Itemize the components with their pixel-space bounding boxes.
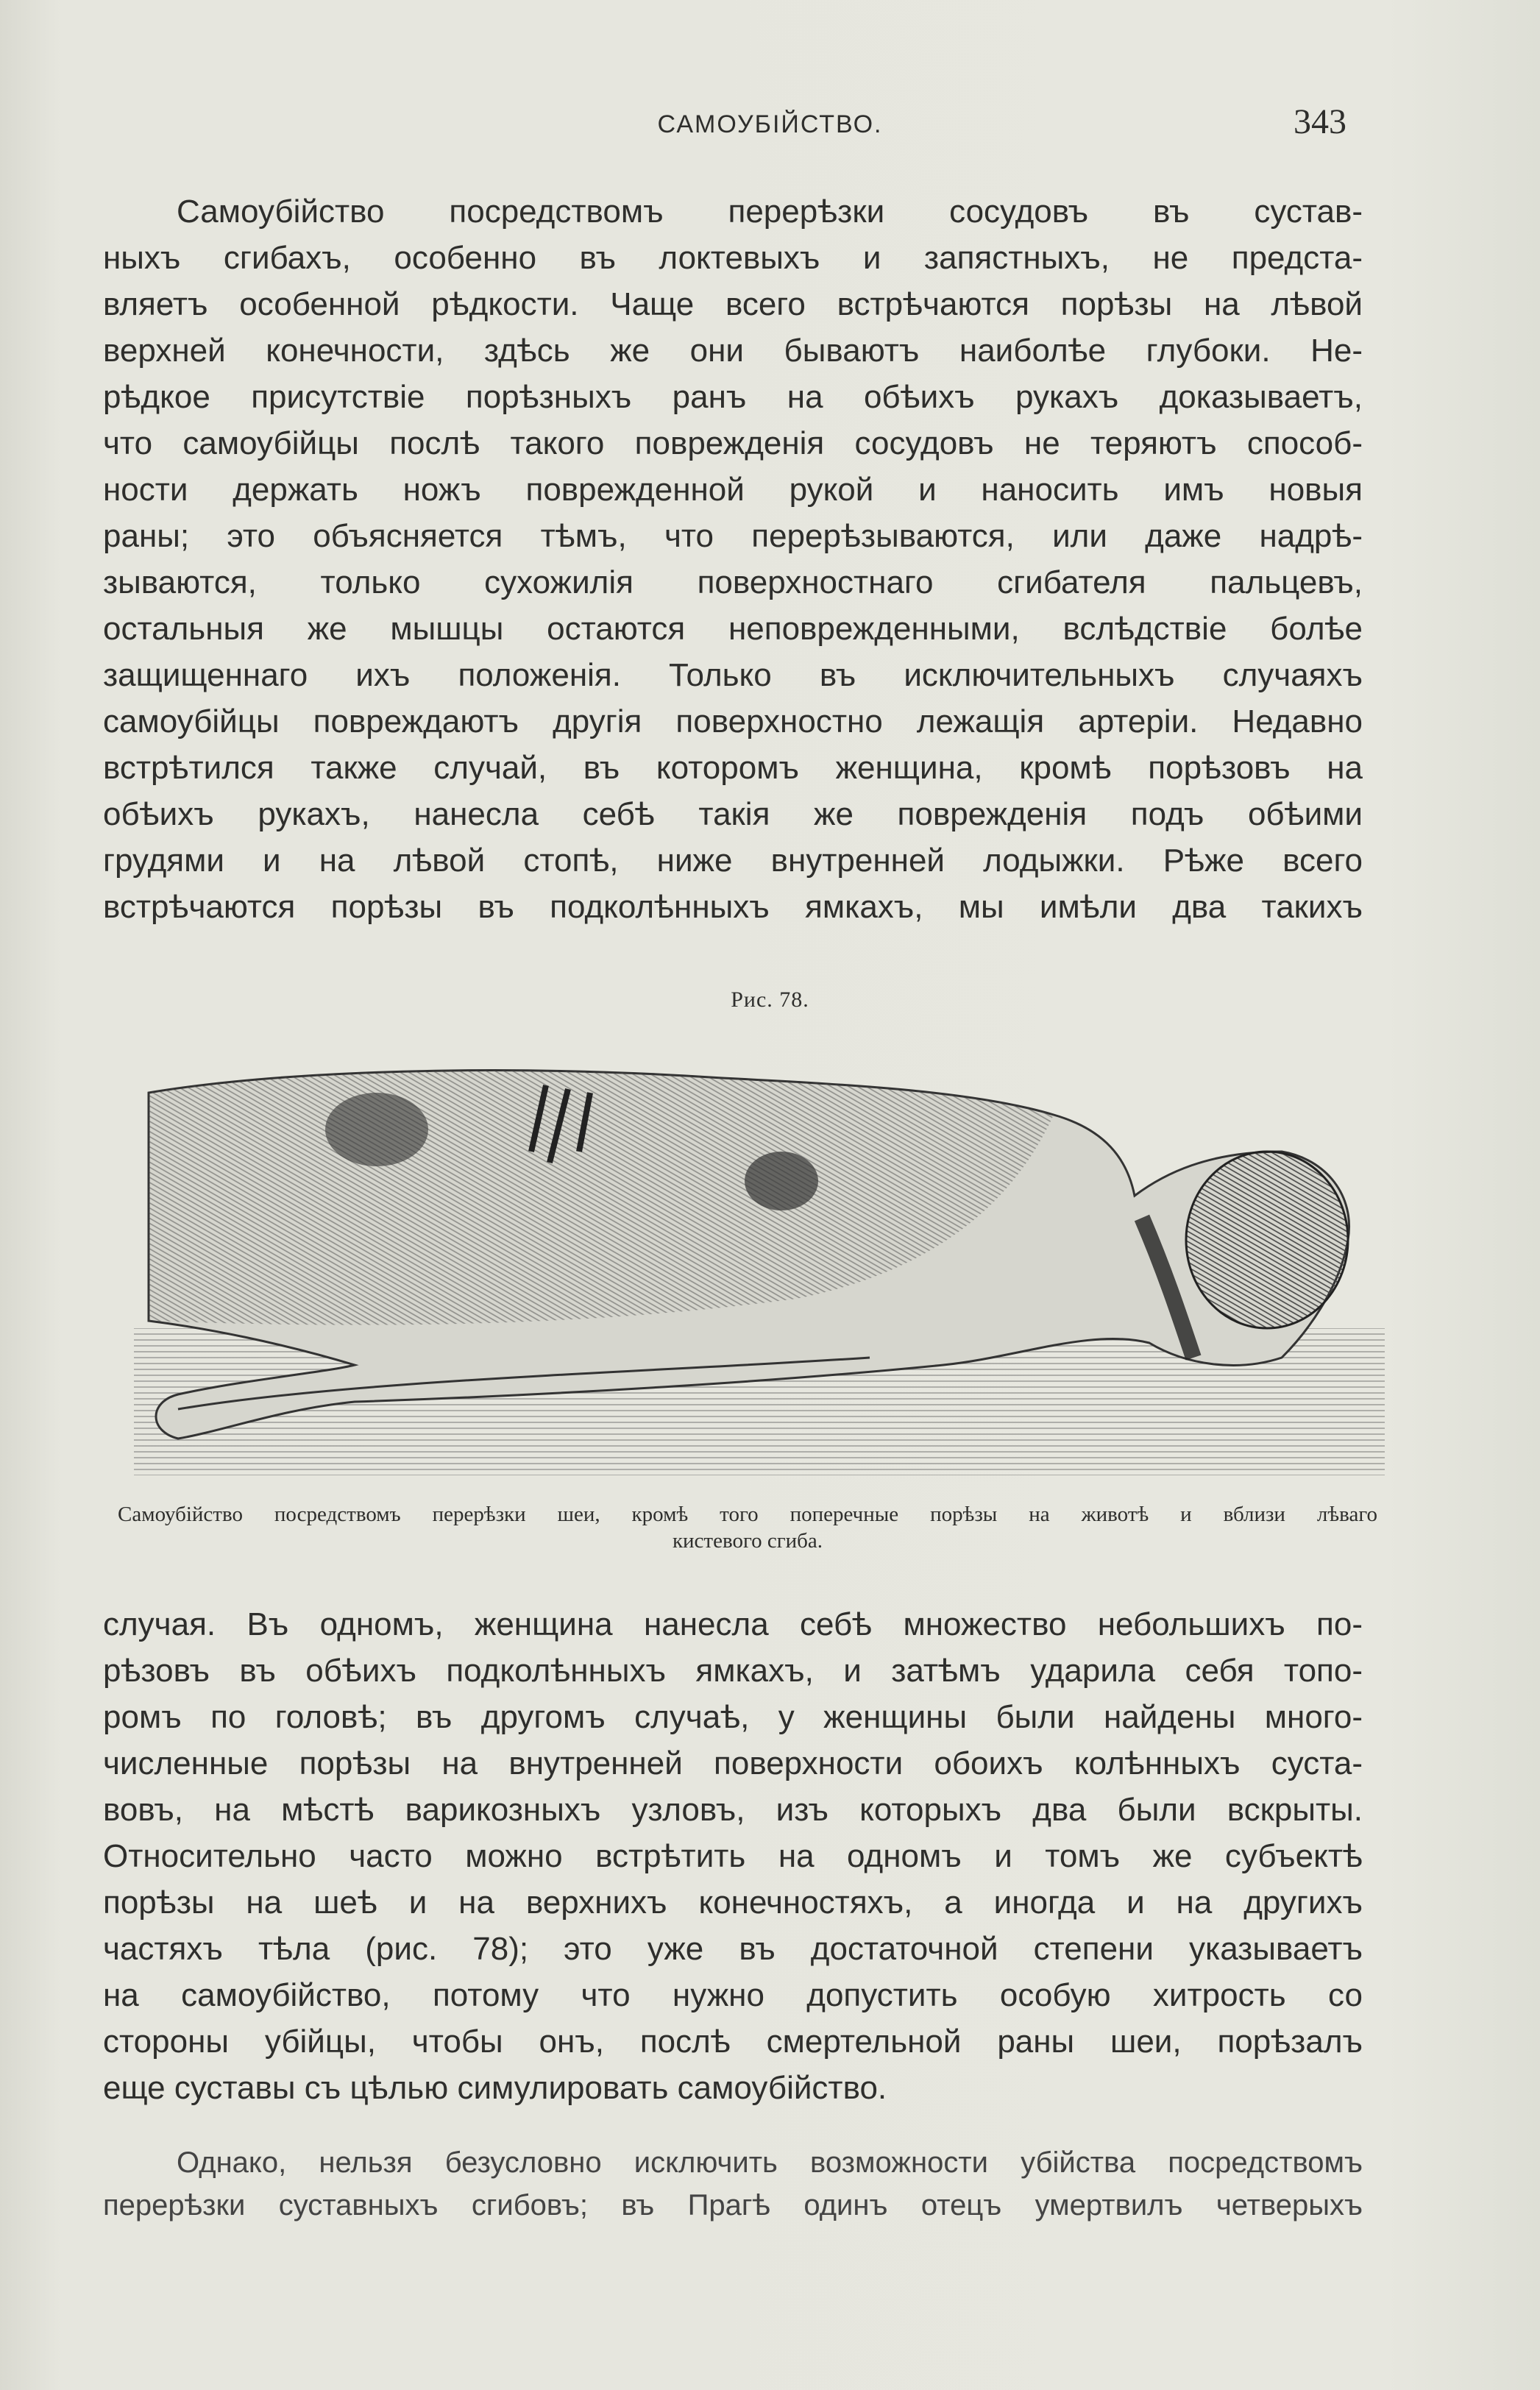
text-line: ромъ по головѣ; въ другомъ случаѣ, у женщины были найдены много-	[103, 1699, 1363, 1735]
text-line: рѣдкое присутствіе порѣзныхъ ранъ на обѣихъ рукахъ доказываетъ,	[103, 379, 1363, 415]
caption-line-1: Самоубійство посредствомъ перерѣзки шеи, кромѣ того поперечные порѣзы на животѣ и вблизи лѣваго	[118, 1503, 1377, 1526]
pubic-hair	[325, 1093, 428, 1166]
text-line: вовъ, на мѣстѣ варикозныхъ узловъ, изъ которыхъ два были вскрыты.	[103, 1792, 1363, 1828]
text-line: что самоубійцы послѣ такого поврежденія сосудовъ не теряютъ способ-	[103, 425, 1363, 461]
text-line: рѣзовъ въ обѣихъ подколѣнныхъ ямкахъ, и затѣмъ ударила себя топо-	[103, 1653, 1363, 1689]
paragraph-3	[103, 2141, 1363, 2227]
text-line: зываются, только сухожилія поверхностнаго сгибателя пальцевъ,	[103, 564, 1363, 600]
text-line: встрѣтился также случай, въ которомъ женщина, кромѣ порѣзовъ на	[103, 750, 1363, 786]
text-line: Однако, нельзя безусловно исключить возможности убійства посредствомъ	[177, 2146, 1363, 2179]
head	[1186, 1152, 1348, 1328]
caption-line-2: кистевого сгиба.	[672, 1529, 823, 1553]
text-line: Самоубійство посредствомъ перерѣзки сосудовъ въ сустав-	[177, 194, 1363, 230]
text-line: еще суставы съ цѣлью симулировать самоубійство.	[103, 2070, 887, 2106]
text-line: Относительно часто можно встрѣтить на одномъ и томъ же субъектѣ	[103, 1838, 1363, 1874]
text-line: верхней конечности, здѣсь же они бываютъ наиболѣе глубоки. Не-	[103, 333, 1363, 369]
text-line: защищеннаго ихъ положенія. Только въ исключительныхъ случаяхъ	[103, 657, 1363, 693]
text-line: частяхъ тѣла (рис. 78); это уже въ достаточной степени указываетъ	[103, 1931, 1363, 1967]
text-line: вляетъ особенной рѣдкости. Чаще всего встрѣчаются порѣзы на лѣвой	[103, 286, 1363, 322]
running-title: САМОУБІЙСТВО.	[657, 110, 883, 138]
text-line: порѣзы на шеѣ и на верхнихъ конечностяхъ, а иногда и на другихъ	[103, 1884, 1363, 1921]
text-line: численные порѣзы на внутренней поверхности обоихъ колѣнныхъ суста-	[103, 1745, 1363, 1781]
text-line: грудями и на лѣвой стопѣ, ниже внутренней лодыжки. Рѣже всего	[103, 843, 1363, 879]
paragraph-1	[103, 188, 1363, 930]
text-line: ности держать ножъ поврежденной рукой и наносить имъ новыя	[103, 472, 1363, 508]
text-line: случая. Въ одномъ, женщина нанесла себѣ множество небольшихъ по-	[103, 1606, 1363, 1642]
figure-label: Рис. 78.	[731, 987, 809, 1012]
chest-hair	[745, 1152, 818, 1210]
text-line: остальныя же мышцы остаются неповрежденными, вслѣдствіе болѣе	[103, 611, 1363, 647]
figure-caption	[118, 1501, 1377, 1554]
text-line: обѣихъ рукахъ, нанесла себѣ такія же поврежденія подъ обѣими	[103, 796, 1363, 832]
paragraph-2	[103, 1601, 1363, 2111]
text-line: раны; это объясняется тѣмъ, что перерѣзываются, или даже надрѣ-	[103, 518, 1363, 554]
page-number: 343	[1294, 102, 1346, 141]
text-line: самоубійцы повреждаютъ другія поверхностно лежащія артеріи. Недавно	[103, 703, 1363, 740]
text-line: на самоубійство, потому что нужно допустить особую хитрость со	[103, 1977, 1363, 2013]
text-line: встрѣчаются порѣзы въ подколѣнныхъ ямкахъ, мы имѣли два такихъ	[103, 889, 1363, 925]
text-line: стороны убійцы, чтобы онъ, послѣ смертельной раны шеи, порѣзалъ	[103, 2024, 1363, 2060]
engraving-illustration	[134, 1049, 1385, 1490]
text-line: перерѣзки суставныхъ сгибовъ; въ Прагѣ одинъ отецъ умертвилъ четверыхъ	[103, 2189, 1363, 2221]
text-line: ныхъ сгибахъ, особенно въ локтевыхъ и запястныхъ, не предста-	[103, 240, 1363, 276]
